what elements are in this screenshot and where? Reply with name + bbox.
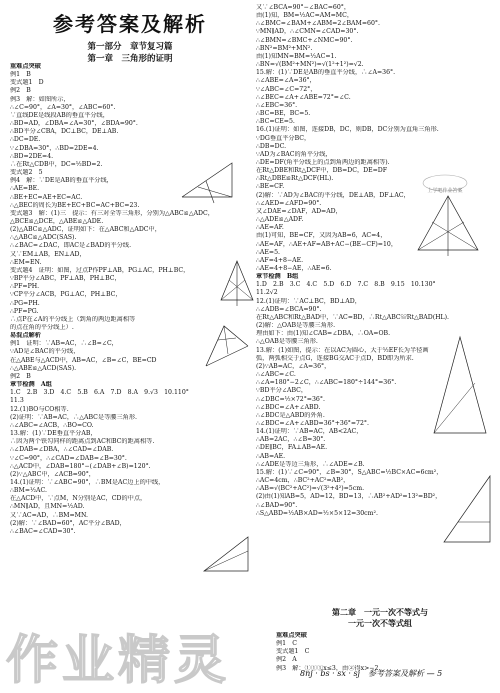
text-line: 15.解：(1)∵∠C=90°，∠B=30°，S△ABC=½BC×AC=6cm²， bbox=[256, 468, 443, 476]
text-line: ∵CP平分∠ACB，PG⊥AC，PH⊥BC， bbox=[10, 291, 122, 299]
text-line: ∴∠A=180°−2∠C，∴∠ABC=180°÷144°=36°. bbox=[256, 379, 397, 387]
text-line: 变式题1 D bbox=[10, 79, 44, 87]
stamp-text: 上学吧作业答案 bbox=[427, 188, 463, 194]
text-line: ∴在Rt△CDB中，DC=½BD=2. bbox=[10, 160, 103, 168]
part-title: 第一部分 章节复习篇 bbox=[87, 42, 173, 52]
text-line: ∴PG=PH. bbox=[10, 299, 40, 307]
text-line: ∴∠BDC是△ABD的外角. bbox=[256, 411, 325, 419]
text-line: 在△ABE与△ACD中，AB=AC，∠B=∠C，BE=CD bbox=[10, 356, 157, 364]
text-line: 变式题4 证明：如图，过点P作PF⊥AB，PG⊥AC，PH⊥BC， bbox=[10, 266, 190, 274]
text-line: 又∵∠BCA=90°−∠BAC=60°， bbox=[256, 4, 351, 11]
text-line: 由(1)知，BM=½AC=AM=MC， bbox=[256, 12, 354, 20]
text-line: ∴点P在∠A的平分线上（到角的两边距离相等 bbox=[10, 315, 136, 323]
text-line: (2)解：∵AD为∠BAC的平分线，DE⊥AB，DF⊥AC， bbox=[256, 191, 410, 199]
text-line: ∴△ABE≌△ACD(SAS). bbox=[10, 364, 77, 372]
text-line: 在△ACD中，∵点M，N分别是AC，CD的中点， bbox=[10, 495, 147, 503]
text-line: ∴BD平分∠CBA，DC⊥BC，DE⊥AB. bbox=[10, 128, 119, 136]
chapter2-line2: 一元一次不等式组 bbox=[348, 618, 412, 628]
text-line: ∴△ACD中，∠DAB=180°−(∠DAB+∠B)=120°. bbox=[10, 462, 151, 470]
text-line: ∴∠BDC=∠A+∠ABD. bbox=[256, 403, 321, 411]
text-line: 13.解：(1)如图，提示：在以AC为圆心，大于½EF长为半径画 bbox=[256, 346, 429, 354]
text-line: ∴AE=5. bbox=[256, 248, 281, 256]
text-line: 12.(1)证明：∵AC⊥BC，BD⊥AD， bbox=[256, 297, 361, 305]
text-line: 重难点突破 bbox=[276, 632, 307, 639]
text-line: ∴∠ABC=∠C. bbox=[256, 371, 296, 379]
text-line: 又∠DAE=∠DAF，AD=AD， bbox=[256, 207, 342, 215]
text-line: 由(1)知MN=BM=½AC=1. bbox=[256, 52, 337, 60]
text-line: 例2 A bbox=[276, 656, 297, 664]
text-line: (2)解：△OAB是等腰三角形. bbox=[256, 322, 336, 330]
text-line: ∴BC=BE，BC=5. bbox=[256, 110, 311, 118]
chapter2-title bbox=[290, 607, 470, 629]
text-line: 14.(1)证明：∵AB=AC，AB<2AC， bbox=[256, 428, 363, 436]
text-line: ∴AB=√(BC²+AC²)=√(3²+4²)=5cm. bbox=[256, 485, 365, 493]
text-line: (2)解：∵∠BAD=60°，AC平分∠BAD， bbox=[10, 519, 126, 527]
text-line: ∴∠BMC=∠BAM+∠ABM=2∠BAM=60°. bbox=[256, 20, 380, 28]
chapter-title: 第一章 三角形的证明 bbox=[87, 54, 173, 64]
text-line: 13.解：(1)∵DE垂直平分AB， bbox=[10, 430, 97, 438]
text-line: ∴PF=PH. bbox=[10, 283, 40, 291]
text-line: 15.解：(1)∵DE是AB的垂直平分线，∴∠A=36°. bbox=[256, 69, 396, 77]
text-line: ∴∠BEC=∠A+∠ABE=72°=∠C. bbox=[256, 93, 351, 101]
text-line: ∴BE+EC=AE+EC=AC. bbox=[10, 193, 83, 201]
text-line: ∴BM=½AC. bbox=[10, 487, 47, 495]
text-line: ∴BN=√(BM²+MN²)=√(1²+1²)=√2. bbox=[256, 61, 364, 69]
text-line: ∴PF=PG. bbox=[10, 307, 39, 315]
text-line: ∵AD为∠BAC的角平分线， bbox=[256, 150, 332, 158]
text-line: ∵MN∥AD，∴∠CMN=∠CAD=30°. bbox=[256, 28, 359, 36]
text-line: ∴∠ABE=∠A=36°， bbox=[256, 77, 316, 85]
text-line: ∵BP平分∠ABC，PF⊥AB，PH⊥BC， bbox=[10, 275, 121, 283]
triangle-figure-7 bbox=[440, 472, 496, 548]
text-line: 1.D 2.B 3.C 4.C 5.D 6.D 7.C 8.B 9.15 10.130° bbox=[256, 281, 436, 289]
text-line: ∴BC=CE=5. bbox=[256, 118, 295, 126]
triangle-figure-1 bbox=[176, 157, 240, 205]
text-line: ∵BD平分∠ABC， bbox=[256, 387, 308, 395]
text-line: ∴∠DBC=½×72°=36°. bbox=[256, 395, 325, 403]
text-line: 理由如下：由(1)知∠CAB=∠DBA，∴OA=OB. bbox=[256, 330, 391, 338]
text-line: ∴∠DAB=∠DBA，∴∠CAD=∠DAB. bbox=[10, 446, 114, 454]
text-line: ∴AE=AF. bbox=[256, 224, 284, 232]
text-line: ∵∠ABC=∠C=72°， bbox=[256, 85, 317, 93]
page-footer: 8nj · bs · sx · sj 参考答案及解析 — 5 bbox=[300, 669, 443, 678]
text-line: ∴∠EBC=36°. bbox=[256, 101, 298, 109]
text-line: 例1 C bbox=[276, 640, 298, 648]
text-line: ∴AB=2AC，∴∠B=30°. bbox=[256, 436, 326, 444]
text-line: ∴BD=AD，∠DBA=∠A=30°，∠BDA=90°. bbox=[10, 120, 138, 128]
text-line: (2)∵AB=AC，∠A=36°， bbox=[256, 362, 331, 370]
text-line: ∵DG垂直平分BC， bbox=[256, 134, 311, 142]
text-line: 易混点解析 bbox=[10, 332, 41, 340]
text-line: 变式题1 C bbox=[276, 648, 310, 656]
text-line: ∴∠BDC=∠A+∠ABD=36°+36°=72°. bbox=[256, 419, 369, 427]
text-line: ∵∠C=90°，∴∠CAD=∠DAB=∠B=30°. bbox=[10, 454, 127, 462]
text-line: 在Rt△DBE和Rt△DCF中，DB=DC，DE=DF bbox=[256, 167, 388, 175]
text-line: 的点在角的平分线上）. bbox=[10, 324, 74, 331]
text-line: ∴AB=AE. bbox=[256, 452, 286, 460]
triangle-figure-3 bbox=[198, 316, 254, 372]
text-line: ∴AC=4cm，∴BC²+AC²=AB²， bbox=[256, 477, 350, 485]
text-line: ∴∠BAD=90°. bbox=[256, 501, 298, 509]
text-line: ∴AE=4+8−AE，∴AE=6. bbox=[256, 265, 332, 272]
text-line: ∴△ABC≌△ADC(SAS). bbox=[10, 234, 77, 242]
text-line: 16.(1)证明：如图，连接DB，DC，则DB，DC分别为直角三角形. bbox=[256, 126, 439, 134]
text-line: ∴△BEC的周长为BE+EC+BC=AC+BC=23. bbox=[10, 201, 140, 209]
text-line: 由(1)可知，BE=CF，又因为AB=6，AC=4， bbox=[256, 232, 387, 240]
text-line: ∴EM=EN. bbox=[10, 258, 42, 266]
text-line: ∴∠AED=∠AFD=90°. bbox=[256, 199, 322, 207]
right-bottom-column bbox=[276, 632, 476, 673]
text-line: ∴BE=CF. bbox=[256, 183, 285, 191]
text-line: ∴∠BAC=∠CAD=30°. bbox=[10, 527, 76, 535]
text-line: ∴∠ADE是等边三角形，∴∠ADE=∠B. bbox=[256, 460, 365, 468]
text-line: 例4 解：∵DE是AB的垂直平分线， bbox=[10, 177, 113, 185]
text-line: 章节检测 A组 bbox=[10, 381, 52, 389]
text-line: 重难点突破 bbox=[10, 63, 41, 70]
text-line: 1.C 2.B 3.D 4.C 5.B 6.A 7.D 8.A 9.√3 10.110° bbox=[10, 389, 189, 397]
text-line: ∴AF=4+8−AE. bbox=[256, 256, 304, 264]
text-line: 变式题3 解：(1)三 提示：有三对全等三角形，分别为△ABC≌△ADC， bbox=[10, 209, 214, 217]
text-line: ∴MN∥AD，且MN=½AD. bbox=[10, 503, 85, 511]
text-line: 又∵AC=AD，∴BM=MN. bbox=[10, 511, 88, 519]
triangle-figure-5 bbox=[412, 192, 484, 258]
text-line: ∴BN²=BM²+MN². bbox=[256, 44, 313, 52]
text-line: ∴∠C=90°，∠A=30°，∠ABC=60°. bbox=[10, 103, 116, 111]
text-line: ∴∠BAC=∠DAC，即AC是∠BAD的平分线. bbox=[10, 242, 132, 250]
text-line: ∴AE=AF，∴AE+AF=AB+AC−(BE−CF)=10， bbox=[256, 240, 398, 248]
text-line: 例2 B bbox=[10, 87, 31, 95]
text-line: ∴∠ADB=∠BCA=90°. bbox=[256, 305, 322, 313]
text-line: ∴BD=2DE=4. bbox=[10, 152, 54, 160]
text-line: ∴DC=DE. bbox=[10, 136, 41, 144]
text-line: 在Rt△ABC和Rt△BAD中，∵AC=BD，∴Rt△ABC≌Rt△BAD(HL). bbox=[256, 313, 449, 321]
chapter2-line1: 第二章 一元一次不等式与 bbox=[332, 607, 428, 617]
text-line: 变式题2 5 bbox=[10, 169, 43, 177]
text-line: 例1 证明：∵AB=AC，∴∠B=∠C， bbox=[10, 340, 118, 348]
text-line: △BCE≌△DCE，△ABE≌△ADE. bbox=[10, 217, 104, 225]
text-line: ∴Rt△DBE≌Rt△DCF(HL). bbox=[256, 175, 334, 183]
text-line: ∴∠BMN=∠BMC+∠NMC=90°. bbox=[256, 36, 353, 44]
right-column bbox=[256, 4, 494, 518]
text-line: 又∵EM⊥AB，EN⊥AD， bbox=[10, 250, 86, 258]
text-line: ∴∠ABC=∠ACB，∴BO=CO. bbox=[10, 421, 94, 429]
text-line: 例1 B bbox=[10, 71, 31, 79]
text-line: ∵AD是∠BAC的平分线， bbox=[10, 348, 80, 356]
text-line: ∴△OAB是等腰三角形. bbox=[256, 338, 318, 346]
triangle-figure-4 bbox=[200, 533, 252, 575]
text-line: (2)证明：∵AB=AC，∴△ABC是等腰三角形. bbox=[10, 413, 138, 421]
text-line: (2)由(1)知AB=5，AD=12，BD=13，∴AB²+AD²=13²=BD²， bbox=[256, 493, 442, 501]
text-line: 弧，两弧相交于点G，连接BG交AC于点D，BD即为所求. bbox=[256, 354, 414, 362]
text-line: ∴DB=DC. bbox=[256, 142, 287, 150]
text-line: 例3 解：①①①x≤3，由②得x>−2. bbox=[276, 664, 381, 672]
text-line: 章节检测 B组 bbox=[256, 273, 299, 281]
text-line: 11.2√2 bbox=[256, 289, 278, 297]
text-line: ∵直线DE是线段AB的垂直平分线， bbox=[10, 111, 109, 119]
left-column bbox=[10, 63, 250, 536]
text-line: ∴DE∥BC，FA⊥AB=AE. bbox=[256, 444, 328, 452]
watermark: 作业精灵 bbox=[6, 631, 231, 691]
triangle-figure-6 bbox=[430, 333, 490, 437]
text-line: 例2 B bbox=[10, 372, 31, 380]
text-line: ∴DE=DF(角平分线上的点到角两边的距离相等). bbox=[256, 158, 390, 166]
text-line: 11.3 bbox=[10, 397, 24, 405]
text-line: (2)∵△ABC中，∠ACB=90°， bbox=[10, 470, 95, 478]
text-line: (2)△ABC≌△ADC，证明如下：在△ABC和△ADC中， bbox=[10, 226, 161, 234]
triangle-figure-2 bbox=[218, 258, 256, 310]
text-line: ∴△ADE≌△ADF. bbox=[256, 216, 304, 224]
page-title: 参考答案及解析 bbox=[53, 12, 207, 36]
text-line: ∴S△ABD=½AB×AD=½×5×12=30cm². bbox=[256, 509, 378, 517]
text-line: ∵∠DBA=30°，∴BD=2DE=4. bbox=[10, 144, 99, 152]
text-line: ∴因为两个铁勾同样的距离点到AC和BC的距离相等. bbox=[10, 438, 155, 446]
text-line: 12.(1)BO与CO相等. bbox=[10, 405, 69, 413]
text-line: ∴AE=BE. bbox=[10, 185, 40, 193]
text-line: 例3 解：如图所示， bbox=[10, 95, 70, 103]
text-line: 14.(1)证明：∵∠ABC=90°，∴BM是AC边上的中线， bbox=[10, 478, 165, 486]
